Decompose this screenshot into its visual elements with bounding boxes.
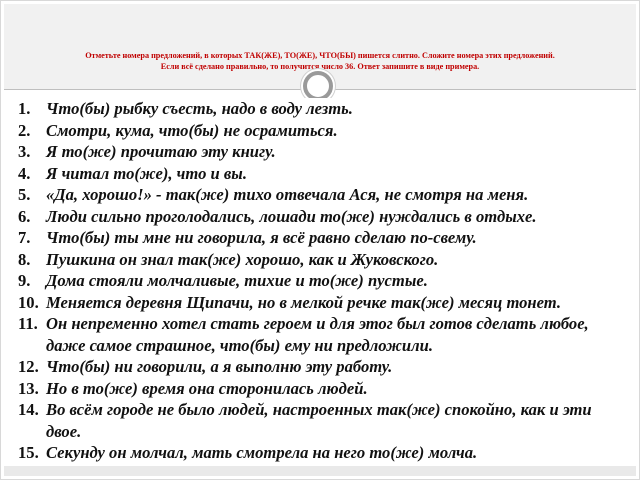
item-text: Что(бы) ты мне ни говорила, я всё равно сделаю по-свему. — [46, 228, 477, 247]
list-item — [18, 120, 626, 142]
item-text: Он непременно хотел стать героем и для этог был готов сделать любое, даже самое страшное, что(бы) ему ни предложили. — [46, 314, 589, 355]
item-number: 13. — [18, 378, 39, 398]
sentence-list — [10, 98, 630, 470]
footer-band — [4, 466, 636, 476]
list-item — [18, 98, 626, 120]
item-text: Что(бы) рыбку съесть, надо в воду лезть. — [46, 99, 353, 118]
item-number: 12. — [18, 357, 39, 376]
item-number: 14. — [18, 400, 39, 419]
item-number: 9. — [18, 271, 31, 290]
list-item — [18, 292, 626, 314]
item-text: Пушкина он знал так(же) хорошо, как и Жуковского. — [46, 249, 439, 269]
item-text: Но в то(же) время она сторонилась людей. — [46, 378, 368, 398]
item-number: 1. — [18, 99, 31, 118]
item-text: Я то(же) прочитаю эту книгу. — [46, 142, 276, 161]
list-item — [18, 249, 626, 271]
item-text: Меняется деревня Щипачи, но в мелкой речке так(же) месяц тонет. — [46, 292, 562, 312]
item-text: Я читал то(же), что и вы. — [46, 163, 247, 183]
list-item — [18, 163, 626, 185]
item-number: 10. — [18, 292, 39, 312]
list-item — [18, 141, 626, 163]
list-item — [18, 378, 626, 400]
item-text: Секунду он молчал, мать смотрела на него то(же) молча. — [46, 443, 478, 462]
item-number: 7. — [18, 228, 31, 247]
list-item — [18, 399, 626, 442]
item-number: 6. — [18, 206, 31, 226]
list-item — [18, 270, 626, 292]
item-number: 4. — [18, 163, 31, 183]
list-item — [18, 356, 626, 378]
task-instruction — [14, 50, 626, 72]
item-number: 11. — [18, 314, 38, 333]
item-number: 8. — [18, 249, 31, 269]
item-text: «Да, хорошо!» - так(же) тихо отвечала Ася, не смотря на меня. — [46, 185, 529, 204]
item-text: Смотри, кума, что(бы) не осрамиться. — [46, 120, 338, 140]
item-text: Во всём городе не было людей, настроенных так(же) спокойно, как и эти двое. — [46, 400, 592, 441]
list-item — [18, 206, 626, 228]
item-number: 2. — [18, 120, 31, 140]
ring-ornament-icon — [303, 71, 333, 101]
item-text: Дома стояли молчаливые, тихие и то(же) пустые. — [46, 271, 428, 290]
list-item — [18, 442, 626, 464]
item-text: Люди сильно проголодались, лошади то(же) нуждались в отдыхе. — [46, 206, 537, 226]
instruction-line-2: Если всё сделано правильно, то получится число 36. Ответ запишите в виде примера. — [160, 62, 480, 71]
item-number: 3. — [18, 142, 31, 161]
list-item — [18, 313, 626, 356]
list-item — [18, 227, 626, 249]
item-text: Что(бы) ни говорили, а я выполню эту работу. — [46, 357, 393, 376]
item-number: 5. — [18, 185, 31, 204]
list-item — [18, 184, 626, 206]
instruction-line-1: Отметьте номера предложений, в которых ТАК(ЖЕ), ТО(ЖЕ), ЧТО(БЫ) пишется слитно. Сложите номера этих предложений. — [85, 51, 555, 60]
item-number: 15. — [18, 443, 39, 462]
